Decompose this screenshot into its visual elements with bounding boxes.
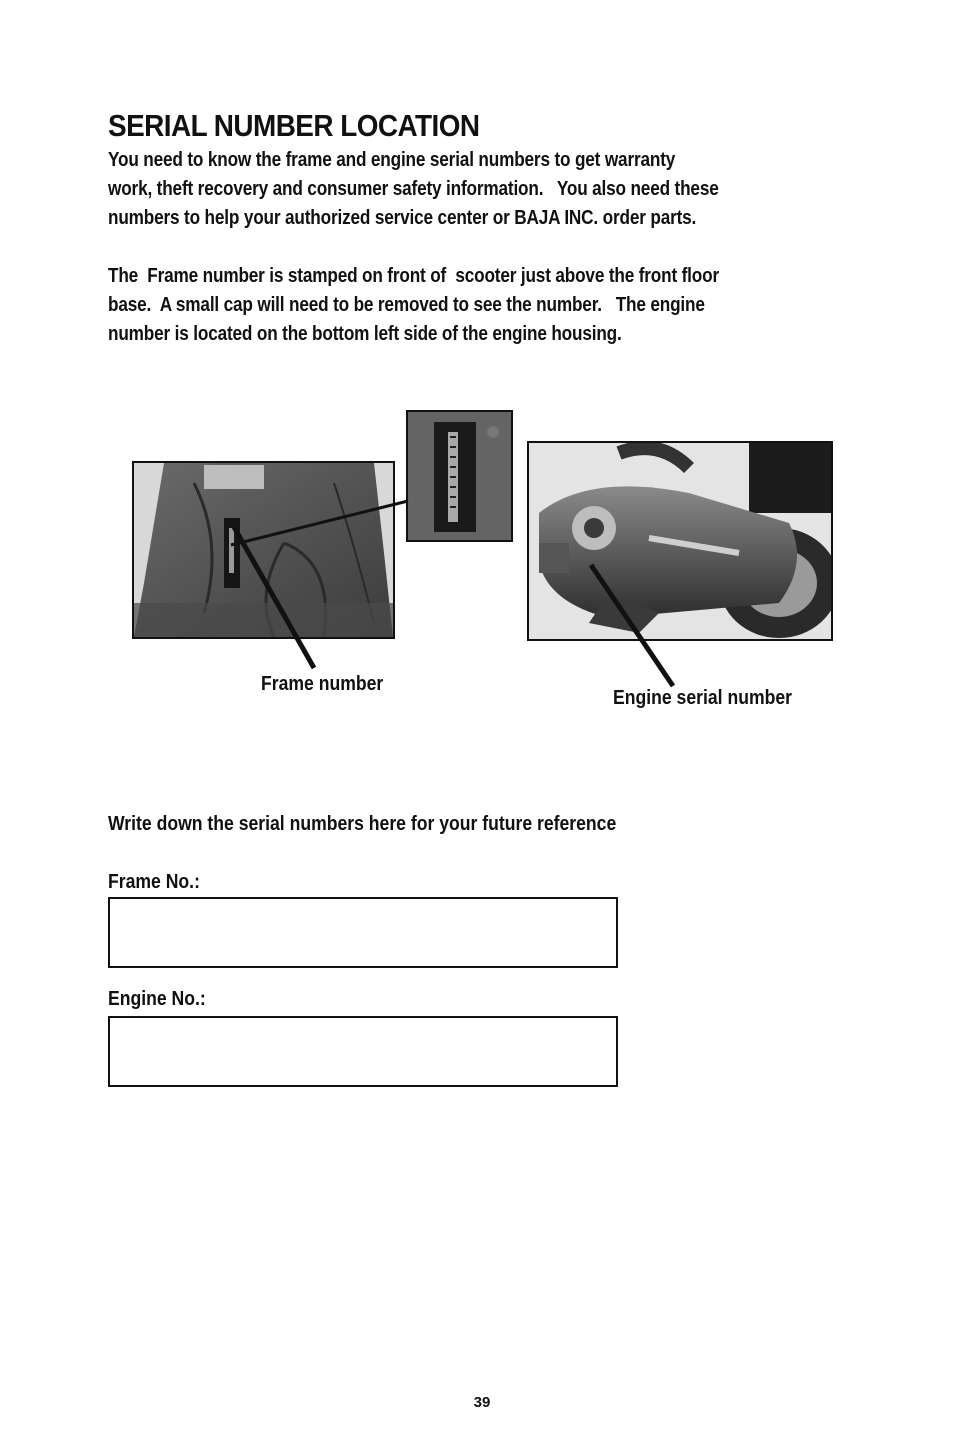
location-line: The Frame number is stamped on front of scooter just above the front floor — [108, 265, 719, 287]
page-title: SERIAL NUMBER LOCATION — [108, 108, 480, 143]
intro-line: You need to know the frame and engine serial numbers to get warranty — [108, 149, 676, 171]
engine-serial-caption: Engine serial number — [613, 687, 792, 709]
intro-line: work, theft recovery and consumer safety information. You also need these — [108, 178, 719, 200]
frame-number-caption: Frame number — [261, 673, 384, 695]
engine-no-entry-box[interactable] — [108, 1016, 618, 1087]
page-number: 39 — [473, 1394, 491, 1411]
location-line: number is located on the bottom left side of the engine housing. — [108, 323, 622, 345]
frame-no-label: Frame No.: — [108, 871, 200, 893]
engine-no-label: Engine No.: — [108, 988, 206, 1010]
frame-no-entry-box[interactable] — [108, 897, 618, 968]
instruction-text: Write down the serial numbers here for your future reference — [108, 813, 617, 835]
closeup-connector-line — [231, 501, 408, 545]
location-line: base. A small cap will need to be removed to see the number. The engine — [108, 294, 705, 316]
frame-pointer-line — [234, 527, 314, 668]
engine-pointer-line — [591, 565, 673, 686]
intro-line: numbers to help your authorized service center or BAJA INC. order parts. — [108, 207, 697, 229]
